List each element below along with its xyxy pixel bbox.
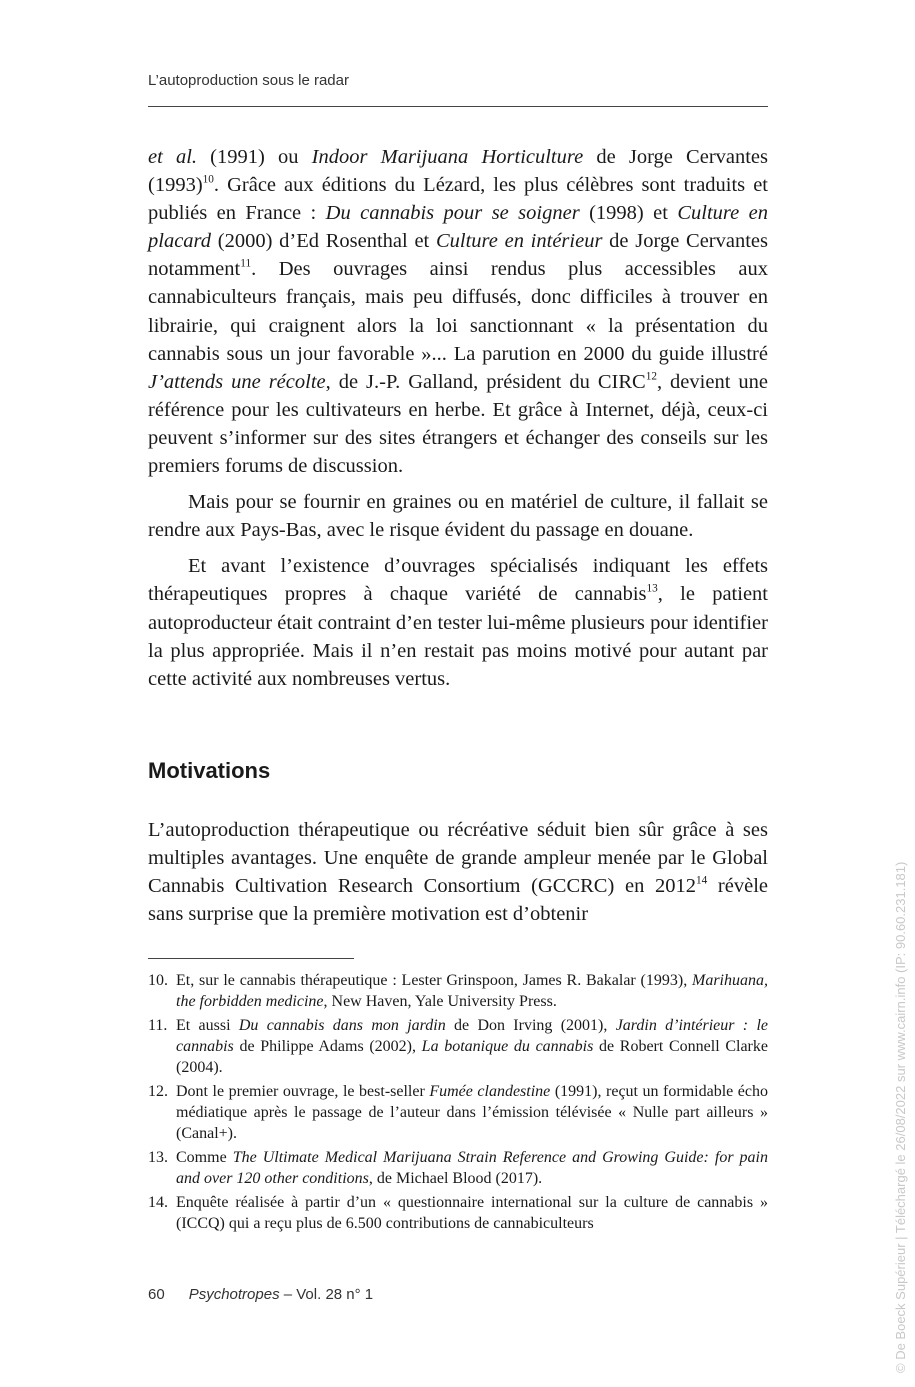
text-run: . Des ouvrages ainsi rendus plus accessibles aux cannabiculteurs français, mais peu diffusés, donc difficiles à trouver en librairie, qui craignent alors la loi sanctionnant « la présentation du cannabis sous un jour favorable »... La parution en 2000 du guide illustré [148, 258, 768, 365]
section-title: Motivations [148, 758, 271, 783]
section-body [148, 816, 768, 928]
download-watermark: © De Boeck Supérieur | Téléchargé le 26/08/2022 sur www.cairn.info (IP: 90.60.231.181) [893, 861, 908, 1373]
text-run: Dont le premier ouvrage, le best-seller [176, 1083, 430, 1100]
footnote-number: 12. [148, 1083, 168, 1100]
page-footer [148, 1286, 373, 1303]
footnote-text [176, 1147, 768, 1189]
text-run: , le patient autoproducteur était contraint d’en tester lui-même plusieurs pour identifier la plus appropriée. Mais il n’en restait pas moins motivé pour autant par cette activité aux nombreuses vertus. [148, 583, 768, 690]
header-rule [148, 106, 768, 107]
text-run: (2000) d’Ed Rosenthal et [211, 230, 436, 253]
text-run: révèle sans surprise que la première motivation est d’obtenir [148, 875, 769, 926]
body-text [148, 143, 768, 701]
paragraph [148, 488, 768, 544]
text-run: (1991), reçut un formidable écho médiatique après le passage de l’auteur dans l’émission télévisée « Nulle part ailleurs » (Canal+). [176, 1083, 768, 1142]
text-run: Et avant l’existence d’ouvrages spécialisés indiquant les effets thérapeutiques propres à chaque variété de cannabis [148, 555, 768, 606]
text-run: de Jorge Cervantes (1993) [148, 146, 769, 197]
paragraph [148, 816, 768, 928]
text-run: Jardin d’intérieur : le cannabis [176, 1017, 768, 1055]
text-run: et al. [148, 146, 198, 168]
footnote [148, 1147, 768, 1189]
text-run: . Grâce aux éditions du Lézard, les plus célèbres sont traduits et publiés en France : [148, 174, 768, 225]
running-header: L’autoproduction sous le radar [148, 72, 349, 89]
text-run: Du cannabis dans mon jardin [238, 1017, 446, 1034]
footnote [148, 1081, 768, 1144]
text-run: (1991) ou [197, 146, 312, 168]
text-run: Du cannabis pour se soigner [325, 202, 580, 225]
text-run: de Don Irving (2001), [445, 1017, 616, 1034]
text-run: Marihuana, the forbidden medicine [176, 972, 768, 1010]
footnote-number: 11. [148, 1017, 168, 1034]
footnotes [148, 970, 768, 1237]
text-run: Mais pour se fournir en graines ou en matériel de culture, il fallait se rendre aux Pays-Bas, avec le risque évident du passage en douane. [148, 491, 768, 542]
footnote-text [176, 1192, 768, 1234]
text-run: L’autoproduction thérapeutique ou récréative séduit bien sûr grâce à ses multiples avantages. Une enquête de grande ampleur menée par le Global Cannabis Cultivation Research Consortium (GCCRC) en 2012 [148, 819, 768, 898]
footnote-ref: 10 [202, 173, 214, 186]
text-run: (1998) et [579, 202, 678, 225]
text-run: de Philippe Adams (2002), [233, 1038, 422, 1055]
text-run: La botanique du cannabis [421, 1038, 594, 1055]
footnote-text [176, 970, 768, 1012]
text-run: Enquête réalisée à partir d’un « questionnaire international sur la culture de cannabis » (ICCQ) qui a reçu plus de 6.500 contributions de cannabiculteurs [176, 1194, 768, 1232]
text-run: de Robert Connell Clarke (2004). [176, 1038, 768, 1076]
journal-title: Psychotropes [188, 1286, 280, 1303]
text-run: Fumée clandestine [429, 1083, 551, 1100]
text-run: de Jorge Cervantes notamment [148, 230, 768, 281]
text-run: Comme [176, 1149, 233, 1166]
text-run: Culture en intérieur [435, 230, 603, 253]
text-run: Et, sur le cannabis thérapeutique : Lester Grinspoon, James R. Bakalar (1993), [176, 972, 692, 989]
footnote-ref: 12 [645, 370, 657, 383]
footnote-number: 10. [148, 972, 168, 989]
footnote-text [176, 1081, 768, 1144]
text-run: J’attends une récolte [148, 370, 326, 393]
text-run: The Ultimate Medical Marijuana Strain Reference and Growing Guide: for pain and over 120 other conditions [176, 1149, 769, 1187]
text-run: Et aussi [176, 1017, 239, 1034]
page-number: 60 [148, 1286, 165, 1303]
text-run: , de J.-P. Galland, président du CIRC [325, 370, 646, 393]
text-run: , New Haven, Yale University Press. [323, 993, 557, 1010]
footnote-ref: 11 [240, 257, 252, 270]
footnote-ref: 14 [696, 874, 708, 887]
text-run: Culture en placard [148, 202, 768, 253]
footnote-number: 14. [148, 1194, 168, 1211]
paragraph [148, 552, 768, 692]
footnote [148, 1192, 768, 1234]
journal-volume: – Vol. 28 n° 1 [279, 1286, 374, 1303]
footnote [148, 970, 768, 1012]
text-run: Indoor Marijuana Horticulture [311, 146, 584, 168]
text-run: , devient une référence pour les cultivateurs en herbe. Et grâce à Internet, déjà, ceux-ci peuvent s’informer sur des sites étrangers et échanger des conseils sur les premiers forums de discussion. [148, 370, 768, 478]
footnote-ref: 13 [646, 582, 658, 595]
footnote-number: 13. [148, 1149, 168, 1166]
text-run: , de Michael Blood (2017). [368, 1170, 543, 1187]
footnote [148, 1015, 768, 1078]
footnote-text [176, 1015, 768, 1078]
footnote-rule [148, 958, 354, 959]
paragraph [148, 143, 768, 480]
